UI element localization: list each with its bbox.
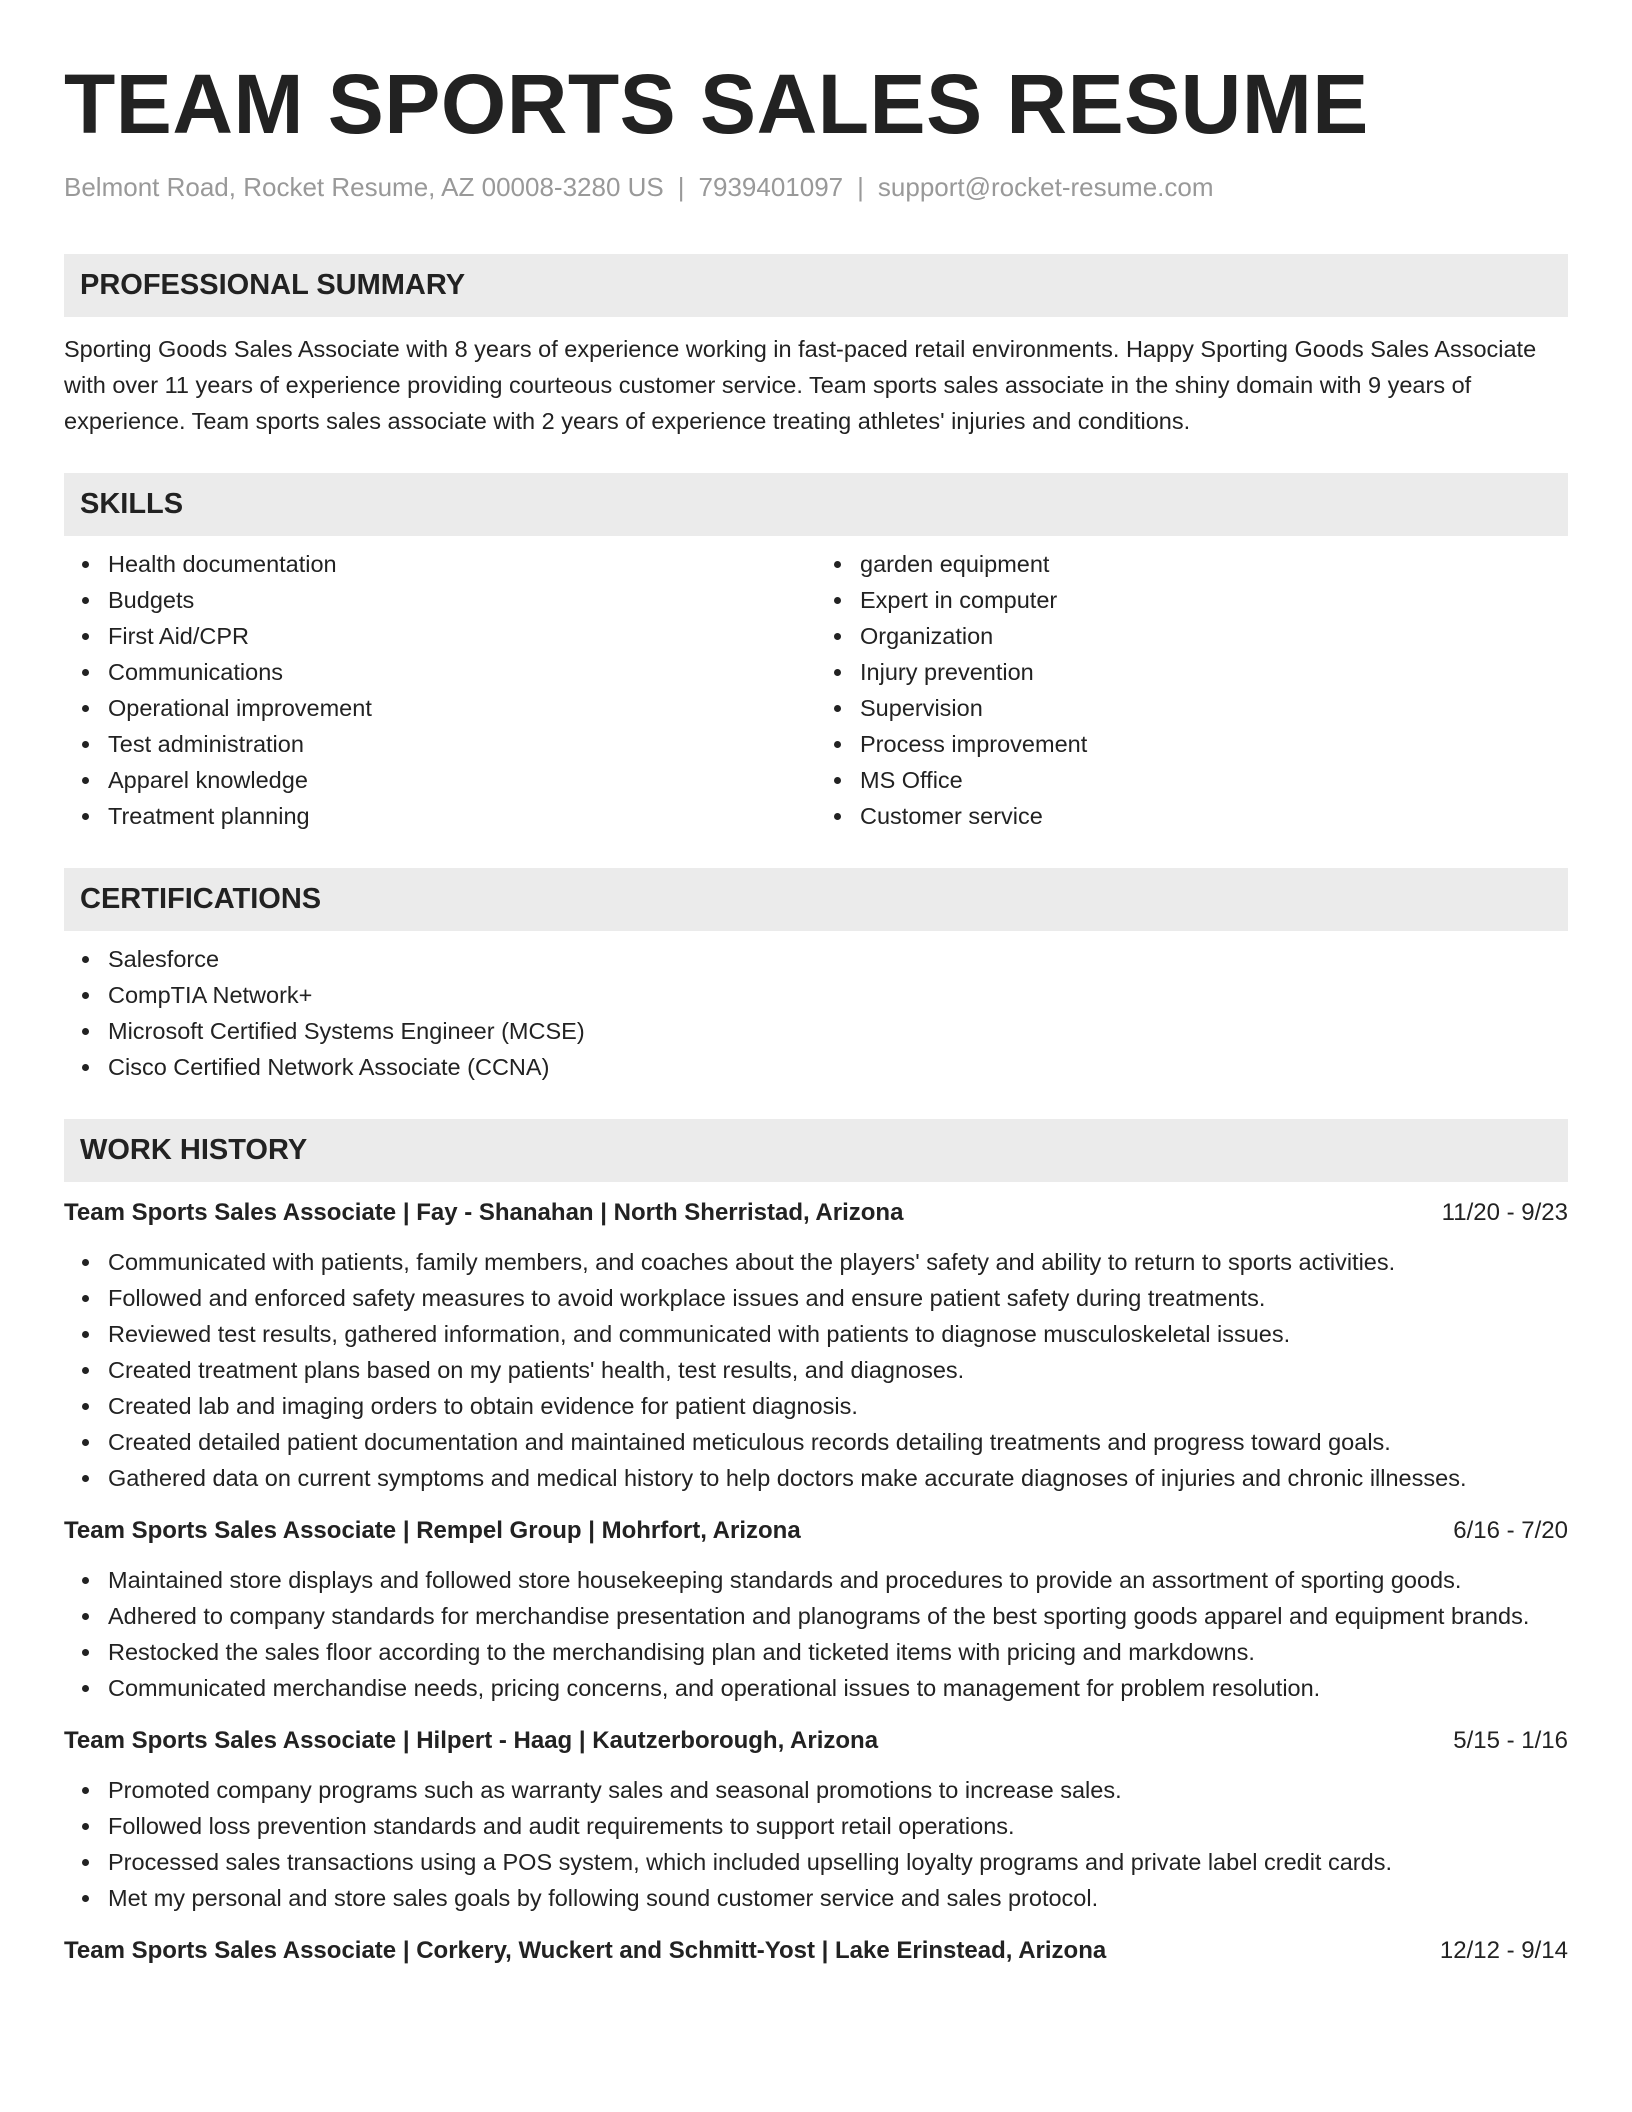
- job-bullet: Created detailed patient documentation and maintained meticulous records detailing treatments and progress toward goals.: [108, 1424, 1568, 1460]
- job-bullet: Processed sales transactions using a POS system, which included upselling loyalty programs and private label credit cards.: [108, 1844, 1568, 1880]
- skill-item: Supervision: [860, 690, 1568, 726]
- job-entry: [64, 1724, 1568, 1916]
- skill-item: Expert in computer: [860, 582, 1568, 618]
- job-bullet: Followed loss prevention standards and audit requirements to support retail operations.: [108, 1808, 1568, 1844]
- certification-item: Microsoft Certified Systems Engineer (MCSE): [108, 1013, 1568, 1049]
- job-title: Team Sports Sales Associate | Hilpert - Haag | Kautzerborough, Arizona: [64, 1727, 879, 1754]
- job-bullet: Created treatment plans based on my patients' health, test results, and diagnoses.: [108, 1352, 1568, 1388]
- skill-item: Process improvement: [860, 726, 1568, 762]
- job-bullets: [64, 1562, 1568, 1706]
- job-bullet: Gathered data on current symptoms and medical history to help doctors make accurate diagnoses of injuries and chronic illnesses.: [108, 1460, 1568, 1496]
- job-header: [64, 1724, 1568, 1758]
- job-bullet: Met my personal and store sales goals by following sound customer service and sales protocol.: [108, 1880, 1568, 1916]
- work-history: [64, 1196, 1568, 1968]
- certification-item: Salesforce: [108, 941, 1568, 977]
- job-bullet: Communicated with patients, family members, and coaches about the players' safety and ability to return to sports activities.: [108, 1244, 1568, 1280]
- skill-item: Customer service: [860, 798, 1568, 834]
- skills-list-left: [64, 546, 816, 834]
- job-entry: [64, 1934, 1568, 1968]
- skill-item: Organization: [860, 618, 1568, 654]
- job-bullet: Maintained store displays and followed store housekeeping standards and procedures to provide an assortment of sporting goods.: [108, 1562, 1568, 1598]
- job-bullet: Followed and enforced safety measures to avoid workplace issues and ensure patient safety during treatments.: [108, 1280, 1568, 1316]
- section-header-work-history: WORK HISTORY: [64, 1119, 1568, 1182]
- resume-title: TEAM SPORTS SALES RESUME: [64, 57, 1369, 151]
- job-title: Team Sports Sales Associate | Corkery, Wuckert and Schmitt-Yost | Lake Erinstead, Arizona: [64, 1937, 1107, 1964]
- job-bullet: Created lab and imaging orders to obtain evidence for patient diagnosis.: [108, 1388, 1568, 1424]
- skill-item: Health documentation: [108, 546, 816, 582]
- skills-list-right: [816, 546, 1568, 834]
- job-title: Team Sports Sales Associate | Fay - Shanahan | North Sherristad, Arizona: [64, 1199, 904, 1226]
- job-header: [64, 1514, 1568, 1548]
- contact-line: [64, 170, 1568, 204]
- skills-grid: [64, 536, 1568, 834]
- skill-item: MS Office: [860, 762, 1568, 798]
- certification-item: CompTIA Network+: [108, 977, 1568, 1013]
- skill-item: garden equipment: [860, 546, 1568, 582]
- summary-text: Sporting Goods Sales Associate with 8 years of experience working in fast-paced retail environments. Happy Sporting Goods Sales Associate with over 11 years of experience providing courteous customer service. Team sports sales associate in the shiny domain with 9 years of experience. Team sports sales associate with 2 years of experience treating athletes' injuries and conditions.: [64, 336, 1537, 434]
- phone: 7939401097: [698, 172, 844, 202]
- skill-item: Apparel knowledge: [108, 762, 816, 798]
- job-bullet: Communicated merchandise needs, pricing concerns, and operational issues to management for problem resolution.: [108, 1670, 1568, 1706]
- separator: |: [857, 172, 864, 202]
- job-entry: [64, 1196, 1568, 1496]
- job-bullet: Restocked the sales floor according to the merchandising plan and ticketed items with pricing and markdowns.: [108, 1634, 1568, 1670]
- address: Belmont Road, Rocket Resume, AZ 00008-3280 US: [64, 172, 664, 202]
- job-bullet: Reviewed test results, gathered information, and communicated with patients to diagnose musculoskeletal issues.: [108, 1316, 1568, 1352]
- certifications-list: [64, 941, 1568, 1085]
- job-bullet: Adhered to company standards for merchandise presentation and planograms of the best sporting goods apparel and equipment brands.: [108, 1598, 1568, 1634]
- job-entry: [64, 1514, 1568, 1706]
- job-title: Team Sports Sales Associate | Rempel Group | Mohrfort, Arizona: [64, 1517, 801, 1544]
- skill-item: Test administration: [108, 726, 816, 762]
- skill-item: Budgets: [108, 582, 816, 618]
- job-dates: 12/12 - 9/14: [1439, 1937, 1568, 1964]
- job-header: [64, 1934, 1568, 1968]
- job-dates: 5/15 - 1/16: [1453, 1727, 1568, 1754]
- section-header-summary: PROFESSIONAL SUMMARY: [64, 254, 1568, 317]
- skill-item: Injury prevention: [860, 654, 1568, 690]
- job-dates: 11/20 - 9/23: [1441, 1199, 1568, 1226]
- job-header: [64, 1196, 1568, 1230]
- job-dates: 6/16 - 7/20: [1453, 1517, 1568, 1544]
- job-bullet: Promoted company programs such as warranty sales and seasonal promotions to increase sales.: [108, 1772, 1568, 1808]
- skill-item: Communications: [108, 654, 816, 690]
- email: support@rocket-resume.com: [877, 172, 1214, 202]
- job-bullets: [64, 1772, 1568, 1916]
- certification-item: Cisco Certified Network Associate (CCNA): [108, 1049, 1568, 1085]
- section-header-skills: SKILLS: [64, 473, 1568, 536]
- skill-item: First Aid/CPR: [108, 618, 816, 654]
- skill-item: Operational improvement: [108, 690, 816, 726]
- section-header-certifications: CERTIFICATIONS: [64, 868, 1568, 931]
- job-bullets: [64, 1244, 1568, 1496]
- separator: |: [677, 172, 685, 202]
- skill-item: Treatment planning: [108, 798, 816, 834]
